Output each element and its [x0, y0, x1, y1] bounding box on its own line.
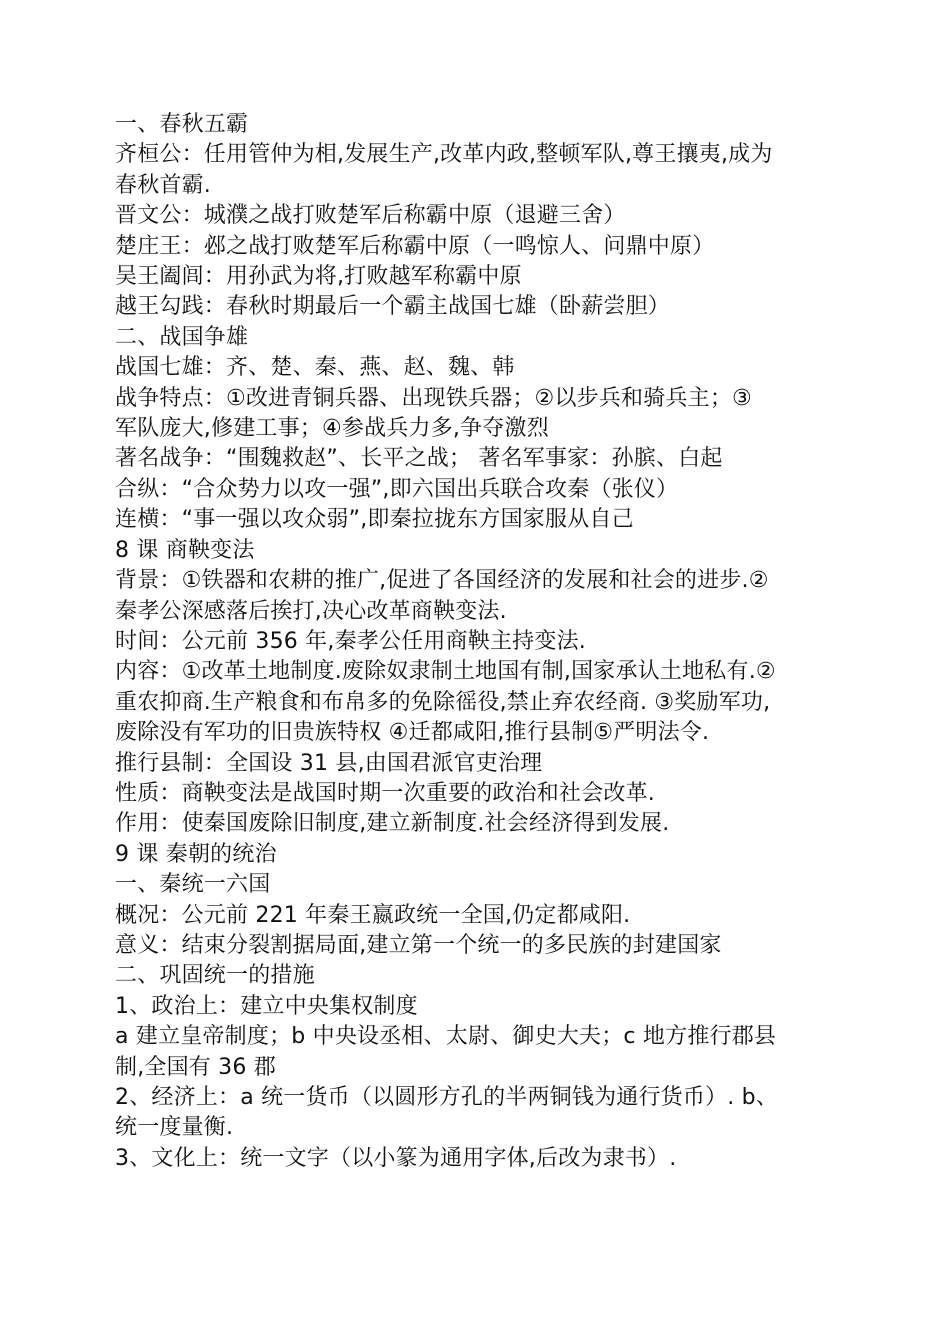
text-line: 合纵：“合众势力以攻一强”,即六国出兵联合攻秦（张仪） [115, 476, 679, 502]
text-line: 秦孝公深感落后挨打,决心改革商鞅变法. [115, 598, 507, 624]
lesson-heading: 8 课 商鞅变法 [115, 537, 255, 563]
text-line: 晋文公：城濮之战打败楚军后称霸中原（退避三舍） [115, 203, 626, 229]
text-line: 背景：①铁器和农耕的推广,促进了各国经济的发展和社会的进步.② [115, 568, 769, 594]
text-line: 性质：商鞅变法是战国时期一次重要的政治和社会改革. [115, 780, 655, 806]
section-heading: 二、战国争雄 [115, 324, 249, 350]
lesson-heading: 9 课 秦朝的统治 [115, 841, 277, 867]
text-line: 齐桓公：任用管仲为相,发展生产,改革内政,整顿军队,尊王攘夷,成为 [115, 142, 773, 168]
text-line: 概况：公元前 221 年秦王嬴政统一全国,仍定都咸阳. [115, 902, 631, 928]
document-page [115, 110, 855, 1174]
text-line: 作用：使秦国废除旧制度,建立新制度.社会经济得到发展. [115, 811, 670, 837]
text-line: 内容：①改革土地制度.废除奴隶制土地国有制,国家承认土地私有.② [115, 659, 776, 685]
text-line: 战国七雄：齐、楚、秦、燕、赵、魏、韩 [115, 355, 515, 381]
text-line: 时间：公元前 356 年,秦孝公任用商鞅主持变法. [115, 628, 586, 654]
text-line: 3、文化上：统一文字（以小篆为通用字体,后改为隶书）. [115, 1145, 677, 1171]
text-line: 连横：“事一强以攻众弱”,即秦拉拢东方国家服从自己 [115, 507, 634, 533]
text-line: 废除没有军功的旧贵族特权 ④迁都咸阳,推行县制⑤严明法令. [115, 720, 710, 746]
text-line: 1、政治上：建立中央集权制度 [115, 993, 418, 1019]
section-heading: 一、春秋五霸 [115, 112, 249, 137]
text-line: 重农抑商.生产粮食和布帛多的免除徭役,禁止弃农经商. ③奖励军功, [115, 689, 771, 715]
text-line: 意义：结束分裂割据局面,建立第一个统一的多民族的封建国家 [115, 932, 722, 958]
section-heading: 一、秦统一六国 [115, 872, 271, 898]
text-line: 著名战争：“围魏救赵”、长平之战； 著名军事家：孙膑、白起 [115, 446, 723, 472]
text-line: a 建立皇帝制度；b 中央设丞相、太尉、御史大夫；c 地方推行郡县 [115, 1024, 777, 1050]
text-line: 制,全国有 36 郡 [115, 1054, 276, 1080]
text-line: 越王勾践：春秋时期最后一个霸主战国七雄（卧薪尝胆） [115, 294, 671, 320]
text-line: 统一度量衡. [115, 1115, 234, 1141]
section-heading: 二、巩固统一的措施 [115, 963, 315, 989]
text-line: 推行县制：全国设 31 县,由国君派官吏治理 [115, 750, 543, 776]
text-line: 军队庞大,修建工事；④参战兵力多,争夺激烈 [115, 416, 549, 442]
text-line: 战争特点：①改进青铜兵器、出现铁兵器；②以步兵和骑兵主；③ [115, 385, 752, 411]
text-line: 吴王阖闾：用孙武为将,打败越军称霸中原 [115, 264, 522, 290]
text-line: 春秋首霸. [115, 172, 211, 198]
text-line: 楚庄王：邲之战打败楚军后称霸中原（一鸣惊人、问鼎中原） [115, 233, 715, 259]
text-line: 2、经济上：a 统一货币（以圆形方孔的半两铜钱为通行货币）. b、 [115, 1085, 779, 1110]
